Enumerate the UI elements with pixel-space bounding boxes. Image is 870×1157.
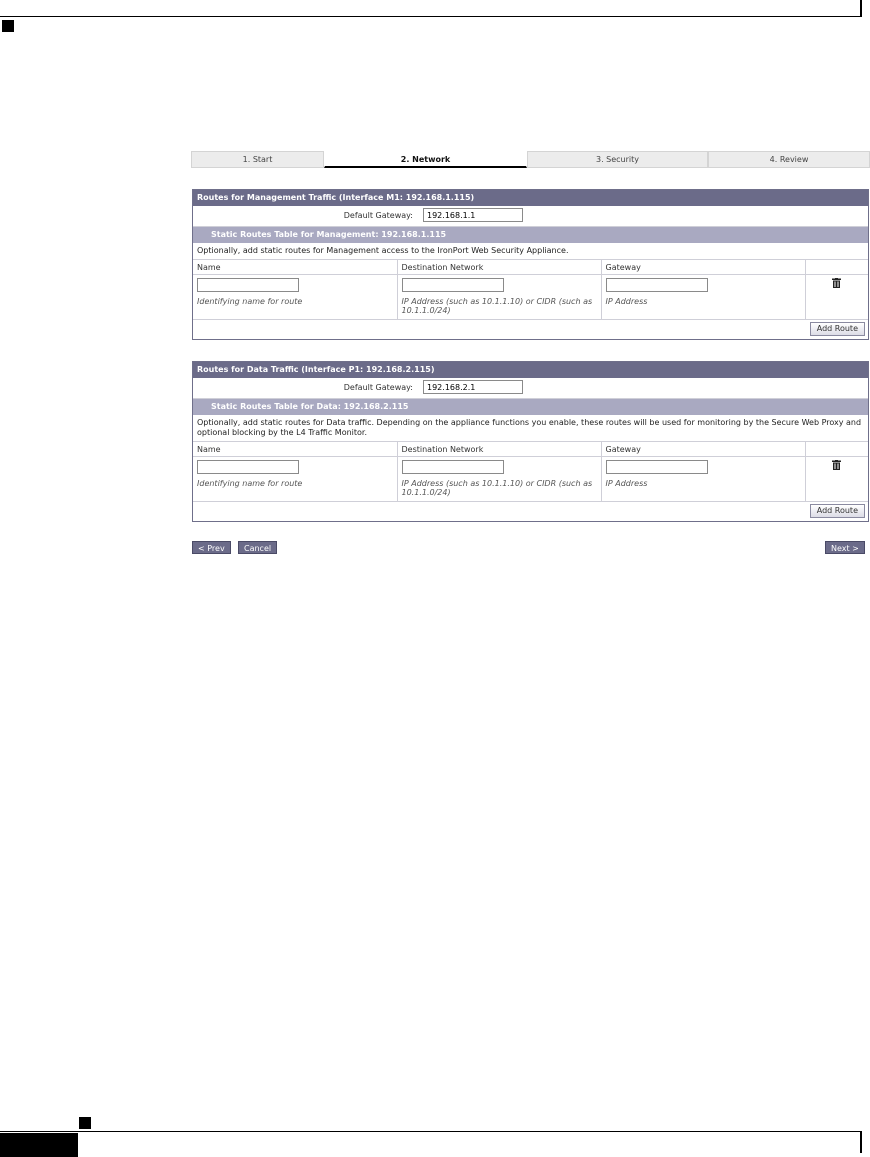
- management-add-row: [193, 320, 868, 339]
- management-gateway-input[interactable]: [423, 208, 523, 222]
- data-description: Optionally, add static routes for Data traffic. Depending on the appliance functions you enable, these routes will be used for monitoring by the Secure Web Proxy and optional blocking by the L4 Traffic Monitor.: [193, 415, 868, 442]
- destination-network-input[interactable]: [402, 278, 504, 292]
- management-table-header: Static Routes Table for Management: 192.168.1.115: [193, 227, 868, 243]
- data-gateway-input[interactable]: [423, 380, 523, 394]
- step-start: 1. Start: [191, 151, 324, 168]
- route-name-hint: Identifying name for route: [197, 479, 303, 488]
- bottom-rule: [0, 1131, 861, 1132]
- destination-network-input[interactable]: [402, 460, 504, 474]
- management-panel-title: Routes for Management Traffic (Interface M1: 192.168.1.115): [193, 190, 868, 206]
- col-name: Name: [193, 442, 397, 457]
- cancel-button[interactable]: Cancel: [238, 541, 277, 554]
- col-actions: [805, 442, 868, 457]
- col-gateway: Gateway: [601, 442, 805, 457]
- add-route-button[interactable]: Add Route: [810, 322, 865, 336]
- next-button[interactable]: Next >: [825, 541, 865, 554]
- gateway-hint: IP Address: [605, 297, 648, 306]
- trash-icon[interactable]: [832, 278, 841, 288]
- gateway-hint: IP Address: [605, 479, 648, 488]
- data-panel-title: Routes for Data Traffic (Interface P1: 192.168.2.115): [193, 362, 868, 378]
- col-actions: [805, 260, 868, 275]
- step-review: 4. Review: [708, 151, 870, 168]
- col-name: Name: [193, 260, 397, 275]
- col-gateway: Gateway: [601, 260, 805, 275]
- route-name-input[interactable]: [197, 278, 299, 292]
- data-gateway-row: [193, 378, 868, 399]
- data-gateway-label: Default Gateway:: [343, 383, 413, 392]
- add-route-button[interactable]: Add Route: [810, 504, 865, 518]
- prev-button[interactable]: < Prev: [192, 541, 231, 554]
- top-marker: [2, 20, 14, 32]
- step-network: 2. Network: [324, 151, 527, 168]
- data-table-header: Static Routes Table for Data: 192.168.2.115: [193, 399, 868, 415]
- table-row: [193, 457, 868, 502]
- route-name-hint: Identifying name for route: [197, 297, 303, 306]
- management-routes-panel: [192, 189, 869, 340]
- route-gateway-input[interactable]: [606, 278, 708, 292]
- route-name-input[interactable]: [197, 460, 299, 474]
- col-destination: Destination Network: [397, 260, 601, 275]
- management-gateway-label: Default Gateway:: [343, 211, 413, 220]
- top-rule: [0, 16, 861, 17]
- data-routes-table: [193, 442, 868, 502]
- management-description: Optionally, add static routes for Management access to the IronPort Web Security Appliance.: [193, 243, 868, 260]
- management-gateway-row: [193, 206, 868, 227]
- bottom-corner-mark: [860, 1131, 862, 1153]
- top-corner-mark: [860, 0, 862, 17]
- data-routes-panel: [192, 361, 869, 522]
- bottom-marker: [79, 1117, 91, 1129]
- wizard-steps: [191, 151, 870, 168]
- destination-hint: IP Address (such as 10.1.1.10) or CIDR (such as 10.1.1.0/24): [401, 297, 593, 315]
- page-tab-bar: [0, 1133, 78, 1157]
- table-row: [193, 275, 868, 320]
- route-gateway-input[interactable]: [606, 460, 708, 474]
- col-destination: Destination Network: [397, 442, 601, 457]
- management-routes-table: [193, 260, 868, 320]
- trash-icon[interactable]: [832, 460, 841, 470]
- destination-hint: IP Address (such as 10.1.1.10) or CIDR (such as 10.1.1.0/24): [401, 479, 593, 497]
- step-security: 3. Security: [527, 151, 708, 168]
- data-add-row: [193, 502, 868, 521]
